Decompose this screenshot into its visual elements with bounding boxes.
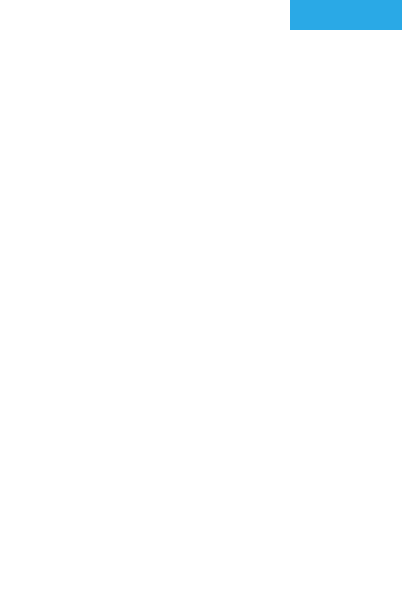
discount-badge	[290, 0, 402, 30]
